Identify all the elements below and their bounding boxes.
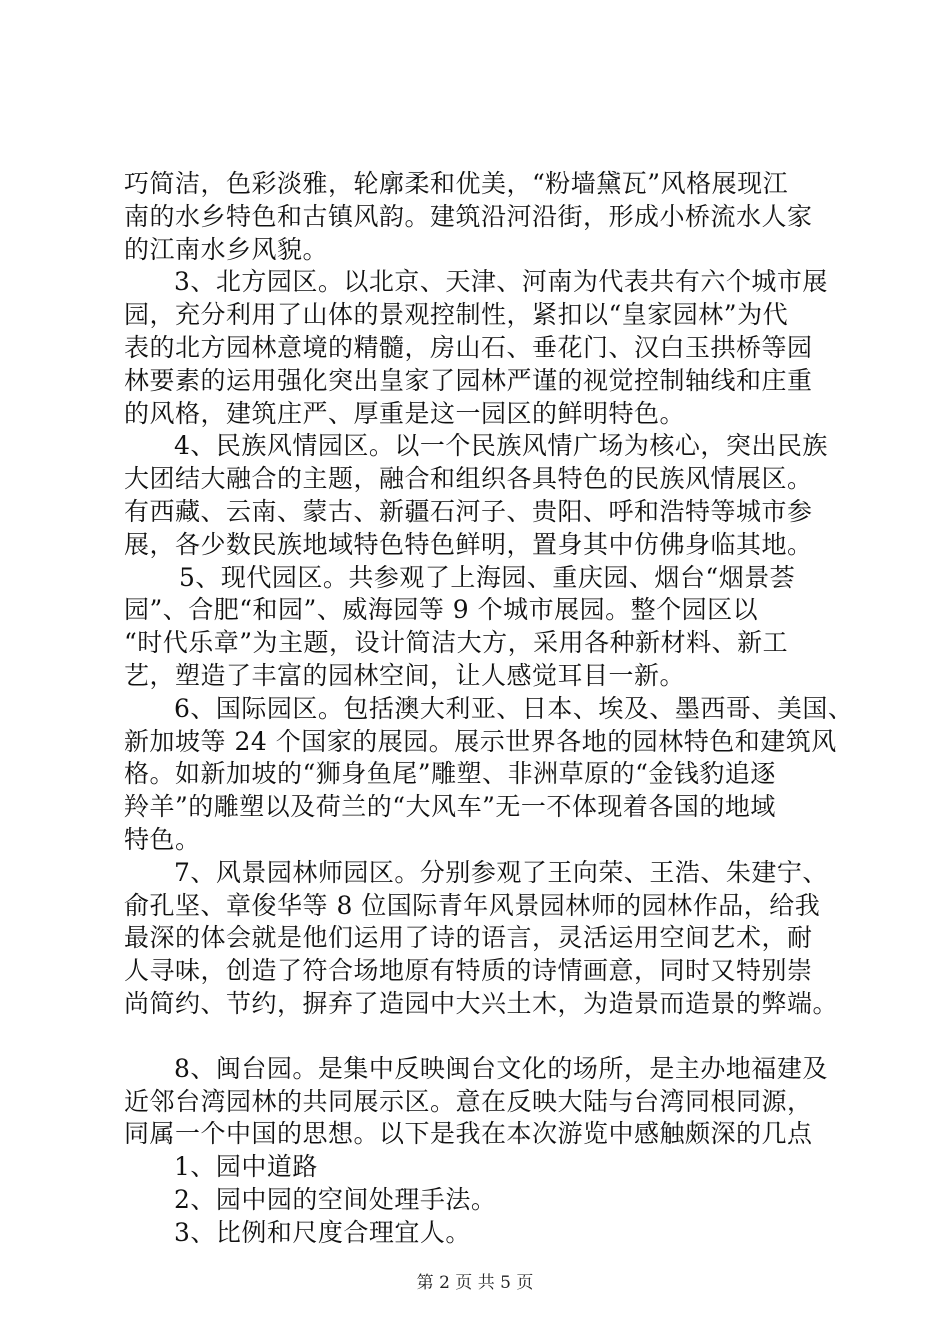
section-heading-mintai: 8、闽台园。是集中反映闽台文化的场所，是主办地福建及 — [174, 1053, 828, 1083]
section-heading-modern: 5、现代园区。共参观了上海园、重庆园、烟台“烟景荟 — [179, 562, 796, 592]
list-item: 1、园中道路 — [174, 1152, 318, 1182]
section-heading-ethnic: 4、民族风情园区。以一个民族风情广场为核心，突出民族 — [174, 431, 828, 461]
section-heading-international: 6、国际园区。包括澳大利亚、日本、埃及、墨西哥、美国、 — [174, 693, 854, 723]
text-line: 近邻台湾园林的共同展示区。意在反映大陆与台湾同根同源， — [124, 1086, 813, 1116]
text-line: 羚羊”的雕塑以及荷兰的“大风车”无一不体现着各国的地域 — [124, 792, 776, 822]
section-heading-north: 3、北方园区。以北京、天津、河南为代表共有六个城市展 — [174, 267, 828, 297]
text-line: 南的水乡特色和古镇风韵。建筑沿河沿街，形成小桥流水人家 — [124, 201, 813, 231]
page-number-footer: 第 2 页 共 5 页 — [416, 1273, 534, 1293]
text-line: 最深的体会就是他们运用了诗的语言，灵活运用空间艺术，耐 — [124, 923, 813, 953]
text-line: 巧简洁，色彩淡雅，轮廓柔和优美，“粉墙黛瓦”风格展现江 — [124, 169, 789, 198]
list-item: 2、园中园的空间处理手法。 — [174, 1184, 497, 1214]
text-line: 的江南水乡风貌。 — [124, 234, 329, 264]
text-line: 格。如新加坡的“狮身鱼尾”雕塑、非洲草原的“金钱豹追逐 — [124, 759, 776, 789]
text-line: 人寻味，创造了符合场地原有特质的诗情画意，同时又特别崇 — [124, 956, 813, 986]
text-line: 林要素的运用强化突出皇家了园林严谨的视觉控制轴线和庄重 — [124, 365, 813, 395]
text-line: 展，各少数民族地域特色特色鲜明，置身其中仿佛身临其地。 — [124, 529, 813, 559]
text-line: 表的北方园林意境的精髓，房山石、垂花门、汉白玉拱桥等园 — [124, 332, 813, 362]
document-body — [124, 168, 854, 1250]
text-line: 园”、合肥“和园”、威海园等 9 个城市展园。整个园区以 — [124, 595, 759, 625]
paragraph-gap — [124, 1021, 836, 1053]
text-line: 有西藏、云南、蒙古、新疆石河子、贵阳、呼和浩特等城市参 — [124, 496, 813, 526]
text-line: 特色。 — [124, 824, 201, 854]
section-heading-landscape-architects: 7、风景园林师园区。分别参观了王向荣、王浩、朱建宁、 — [174, 857, 828, 887]
text-line: 俞孔坚、章俊华等 8 位国际青年风景园林师的园林作品，给我 — [124, 890, 821, 920]
list-item: 3、比例和尺度合理宜人。 — [174, 1217, 471, 1247]
text-line: 园，充分利用了山体的景观控制性，紧扣以“皇家园林”为代 — [124, 300, 789, 330]
text-line: 艺，塑造了丰富的园林空间，让人感觉耳目一新。 — [124, 660, 686, 690]
text-line: “时代乐章”为主题，设计简洁大方，采用各种新材料、新工 — [124, 628, 789, 658]
text-line: 大团结大融合的主题，融合和组织各具特色的民族风情展区。 — [124, 464, 813, 494]
text-line: 新加坡等 24 个国家的展园。展示世界各地的园林特色和建筑风 — [124, 726, 837, 756]
text-line: 的风格，建筑庄严、厚重是这一园区的鲜明特色。 — [124, 398, 686, 428]
text-line: 同属一个中国的思想。以下是我在本次游览中感触颇深的几点 — [124, 1119, 813, 1149]
text-line: 尚简约、节约，摒弃了造园中大兴土木，为造景而造景的弊端。 — [124, 988, 839, 1018]
